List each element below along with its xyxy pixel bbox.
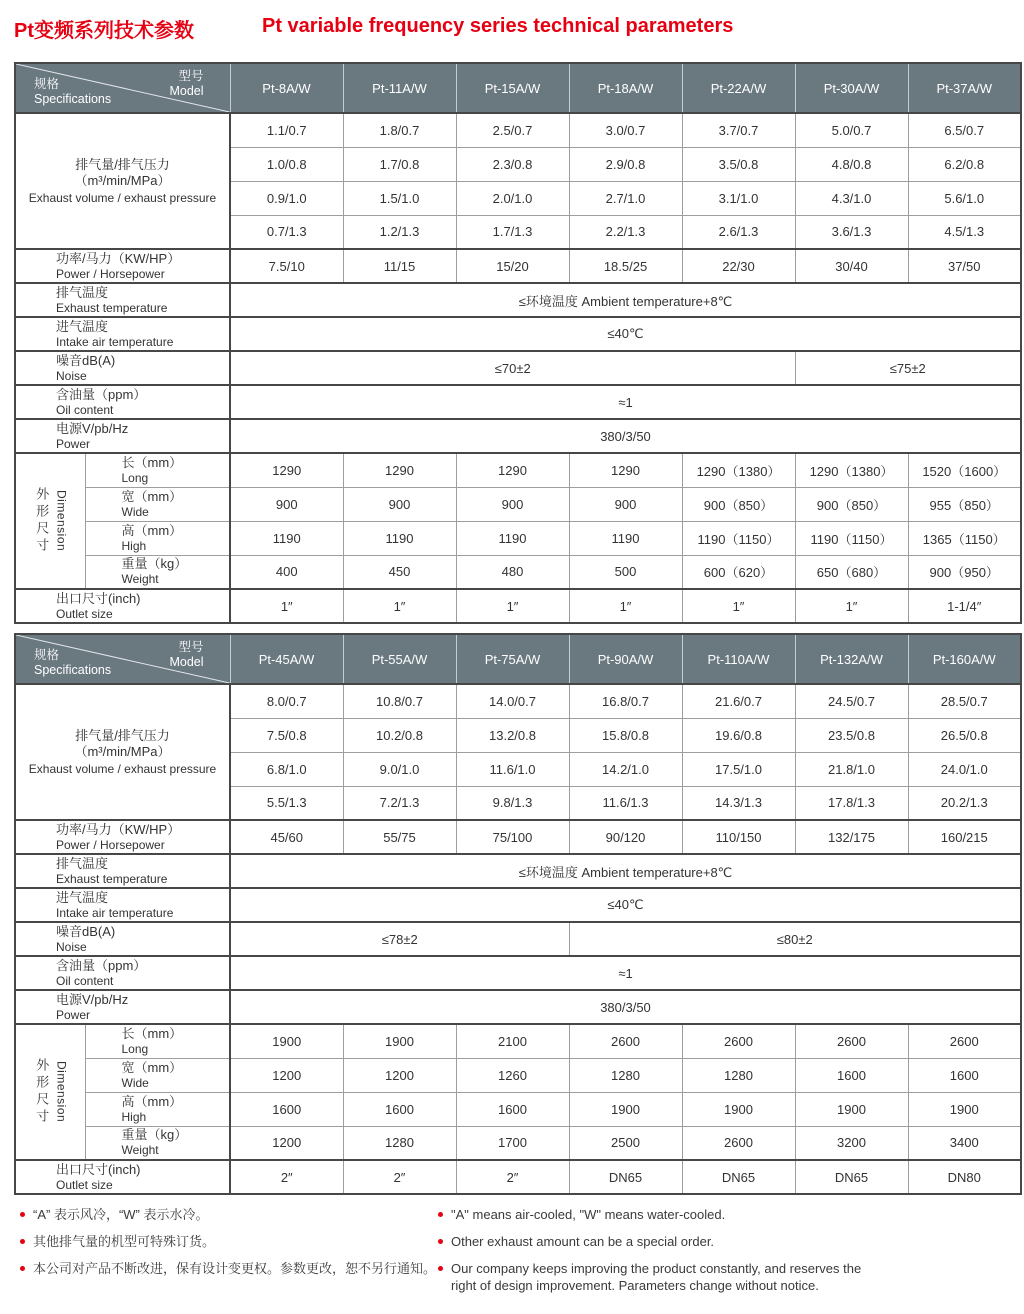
corner-spec-label: 规格 Specifications — [34, 648, 112, 677]
value-cell: 2″ — [230, 1160, 343, 1194]
spec-table-large-models — [14, 633, 1022, 1195]
value-cell: ≤78±2 — [230, 922, 569, 956]
table-row — [15, 283, 1021, 317]
footnote-item: “A” 表示风冷，“W” 表示水冷。 — [20, 1206, 438, 1223]
value-cell: 2600 — [682, 1024, 795, 1058]
table-row — [15, 854, 1021, 888]
value-cell: 2100 — [456, 1024, 569, 1058]
row-label-noise: 噪音dB(A) Noise — [15, 351, 230, 385]
value-cell: 1190（1150） — [795, 521, 908, 555]
value-cell: 500 — [569, 555, 682, 589]
value-cell: DN65 — [682, 1160, 795, 1194]
value-cell: 7.5/0.8 — [230, 718, 343, 752]
value-cell: 3.7/0.7 — [682, 113, 795, 147]
model-header-cell: Pt-11A/W — [343, 63, 456, 113]
value-cell: 1280 — [343, 1126, 456, 1160]
value-cell: 1.8/0.7 — [343, 113, 456, 147]
value-cell: 1200 — [230, 1126, 343, 1160]
value-cell: 3.0/0.7 — [569, 113, 682, 147]
corner-header-cell — [15, 63, 230, 113]
value-cell: 1290 — [343, 453, 456, 487]
value-cell: 4.5/1.3 — [908, 215, 1021, 249]
value-cell: 1900 — [230, 1024, 343, 1058]
value-cell: 2″ — [343, 1160, 456, 1194]
value-cell: 24.5/0.7 — [795, 684, 908, 718]
row-label-oil-content: 含油量（ppm） Oil content — [15, 385, 230, 419]
value-cell: 1900 — [343, 1024, 456, 1058]
value-cell: 90/120 — [569, 820, 682, 854]
value-cell: 37/50 — [908, 249, 1021, 283]
value-cell: 4.8/0.8 — [795, 147, 908, 181]
value-cell: 380/3/50 — [230, 990, 1021, 1024]
value-cell: 1280 — [569, 1058, 682, 1092]
value-cell: 5.6/1.0 — [908, 181, 1021, 215]
corner-header-cell — [15, 634, 230, 684]
value-cell: 26.5/0.8 — [908, 718, 1021, 752]
value-cell: 1900 — [908, 1092, 1021, 1126]
value-cell: ≈1 — [230, 385, 1021, 419]
value-cell: 6.2/0.8 — [908, 147, 1021, 181]
value-cell: 900（850） — [682, 487, 795, 521]
value-cell: 450 — [343, 555, 456, 589]
bullet-icon — [438, 1239, 443, 1244]
value-cell: 480 — [456, 555, 569, 589]
footnotes — [20, 1206, 890, 1304]
value-cell: 16.8/0.7 — [569, 684, 682, 718]
value-cell: 1190 — [456, 521, 569, 555]
value-cell: 21.8/1.0 — [795, 752, 908, 786]
value-cell: 1600 — [230, 1092, 343, 1126]
value-cell: ≤70±2 — [230, 351, 795, 385]
value-cell: 1.5/1.0 — [343, 181, 456, 215]
table-row — [15, 1126, 1021, 1160]
value-cell: 28.5/0.7 — [908, 684, 1021, 718]
value-cell: ≤环境温度 Ambient temperature+8℃ — [230, 854, 1021, 888]
corner-spec-label: 规格 Specifications — [34, 77, 112, 106]
value-cell: 1.1/0.7 — [230, 113, 343, 147]
value-cell: 10.2/0.8 — [343, 718, 456, 752]
value-cell: 650（680） — [795, 555, 908, 589]
value-cell: 11.6/1.3 — [569, 786, 682, 820]
value-cell: 1290（1380） — [795, 453, 908, 487]
value-cell: 9.0/1.0 — [343, 752, 456, 786]
model-header-cell: Pt-110A/W — [682, 634, 795, 684]
value-cell: DN80 — [908, 1160, 1021, 1194]
table-row — [15, 555, 1021, 589]
value-cell: 45/60 — [230, 820, 343, 854]
table-row — [15, 990, 1021, 1024]
table-row — [15, 487, 1021, 521]
value-cell: 900 — [456, 487, 569, 521]
bullet-icon — [438, 1212, 443, 1217]
value-cell: 1200 — [230, 1058, 343, 1092]
value-cell: 1200 — [343, 1058, 456, 1092]
footnote-item: 其他排气量的机型可特殊订货。 — [20, 1233, 438, 1250]
row-label-intake-temperature: 进气温度 Intake air temperature — [15, 888, 230, 922]
row-label-power-horsepower: 功率/马力（KW/HP） Power / Horsepower — [15, 820, 230, 854]
row-label-exhaust-volume: 排气量/排气压力 （m³/min/MPa） Exhaust volume / exhaust pressure — [15, 113, 230, 249]
model-header-cell: Pt-18A/W — [569, 63, 682, 113]
value-cell: 1″ — [795, 589, 908, 623]
footnotes-chinese — [20, 1206, 438, 1304]
value-cell: 1190 — [230, 521, 343, 555]
row-label-exhaust-volume: 排气量/排气压力 （m³/min/MPa） Exhaust volume / exhaust pressure — [15, 684, 230, 820]
row-label-exhaust-temperature: 排气温度 Exhaust temperature — [15, 283, 230, 317]
model-header-cell: Pt-90A/W — [569, 634, 682, 684]
value-cell: 17.8/1.3 — [795, 786, 908, 820]
table-row — [15, 888, 1021, 922]
value-cell: DN65 — [795, 1160, 908, 1194]
value-cell: 0.9/1.0 — [230, 181, 343, 215]
value-cell: 1290（1380） — [682, 453, 795, 487]
value-cell: 1900 — [795, 1092, 908, 1126]
value-cell: 600（620） — [682, 555, 795, 589]
value-cell: 900（950） — [908, 555, 1021, 589]
bullet-icon — [438, 1266, 443, 1271]
bullet-icon — [20, 1239, 25, 1244]
value-cell: 1190（1150） — [682, 521, 795, 555]
value-cell: 1900 — [682, 1092, 795, 1126]
value-cell: 7.2/1.3 — [343, 786, 456, 820]
row-label-long: 长（mm） Long — [85, 1024, 230, 1058]
value-cell: 3.6/1.3 — [795, 215, 908, 249]
value-cell: 900（850） — [795, 487, 908, 521]
bullet-icon — [20, 1212, 25, 1217]
row-label-weight: 重量（kg） Weight — [85, 555, 230, 589]
value-cell: 23.5/0.8 — [795, 718, 908, 752]
value-cell: 21.6/0.7 — [682, 684, 795, 718]
value-cell: 1.7/0.8 — [343, 147, 456, 181]
value-cell: 110/150 — [682, 820, 795, 854]
value-cell: 2.3/0.8 — [456, 147, 569, 181]
value-cell: 2600 — [908, 1024, 1021, 1058]
table-row — [15, 419, 1021, 453]
value-cell: 900 — [230, 487, 343, 521]
value-cell: 2.0/1.0 — [456, 181, 569, 215]
value-cell: 30/40 — [795, 249, 908, 283]
value-cell: 6.8/1.0 — [230, 752, 343, 786]
value-cell: 14.2/1.0 — [569, 752, 682, 786]
value-cell: 1290 — [569, 453, 682, 487]
value-cell: 1600 — [456, 1092, 569, 1126]
value-cell: 2600 — [795, 1024, 908, 1058]
value-cell: ≤80±2 — [569, 922, 1021, 956]
model-header-cell: Pt-15A/W — [456, 63, 569, 113]
model-header-cell: Pt-8A/W — [230, 63, 343, 113]
value-cell: 0.7/1.3 — [230, 215, 343, 249]
value-cell: ≈1 — [230, 956, 1021, 990]
value-cell: 75/100 — [456, 820, 569, 854]
row-label-wide: 宽（mm） Wide — [85, 1058, 230, 1092]
value-cell: 1.7/1.3 — [456, 215, 569, 249]
value-cell: 18.5/25 — [569, 249, 682, 283]
value-cell: ≤75±2 — [795, 351, 1021, 385]
value-cell: 955（850） — [908, 487, 1021, 521]
footnote-item: Our company keeps improving the product constantly, and reserves the right of design improvement. Parameters change without notice. — [438, 1260, 890, 1294]
spec-table-small-models — [14, 62, 1022, 624]
row-label-long: 长（mm） Long — [85, 453, 230, 487]
model-header-cell: Pt-55A/W — [343, 634, 456, 684]
row-label-weight: 重量（kg） Weight — [85, 1126, 230, 1160]
value-cell: 3.5/0.8 — [682, 147, 795, 181]
value-cell: 1190 — [569, 521, 682, 555]
value-cell: 20.2/1.3 — [908, 786, 1021, 820]
value-cell: 2.2/1.3 — [569, 215, 682, 249]
value-cell: 2.6/1.3 — [682, 215, 795, 249]
page-title-chinese: Pt变频系列技术参数 — [14, 20, 194, 42]
value-cell: 9.8/1.3 — [456, 786, 569, 820]
value-cell: 1600 — [795, 1058, 908, 1092]
table-row — [15, 453, 1021, 487]
row-label-outlet-size: 出口尺寸(inch) Outlet size — [15, 589, 230, 623]
value-cell: 1″ — [230, 589, 343, 623]
model-header-cell: Pt-37A/W — [908, 63, 1021, 113]
value-cell: 10.8/0.7 — [343, 684, 456, 718]
value-cell: 900 — [569, 487, 682, 521]
value-cell: 1260 — [456, 1058, 569, 1092]
bullet-icon — [20, 1266, 25, 1271]
value-cell: 2″ — [456, 1160, 569, 1194]
value-cell: 1600 — [908, 1058, 1021, 1092]
corner-model-label: 型号 Model — [169, 640, 204, 669]
value-cell: ≤40℃ — [230, 888, 1021, 922]
row-label-outlet-size: 出口尺寸(inch) Outlet size — [15, 1160, 230, 1194]
value-cell: 7.5/10 — [230, 249, 343, 283]
model-header-cell: Pt-22A/W — [682, 63, 795, 113]
footnotes-english — [438, 1206, 890, 1304]
value-cell: 14.3/1.3 — [682, 786, 795, 820]
value-cell: 2.7/1.0 — [569, 181, 682, 215]
table-row — [15, 820, 1021, 854]
value-cell: 24.0/1.0 — [908, 752, 1021, 786]
value-cell: 1290 — [230, 453, 343, 487]
value-cell: 3200 — [795, 1126, 908, 1160]
value-cell: 1″ — [569, 589, 682, 623]
value-cell: 5.5/1.3 — [230, 786, 343, 820]
table-row — [15, 351, 1021, 385]
value-cell: 400 — [230, 555, 343, 589]
value-cell: 8.0/0.7 — [230, 684, 343, 718]
value-cell: 14.0/0.7 — [456, 684, 569, 718]
value-cell: 1″ — [682, 589, 795, 623]
value-cell: 900 — [343, 487, 456, 521]
table-row — [15, 63, 1021, 113]
row-label-exhaust-temperature: 排气温度 Exhaust temperature — [15, 854, 230, 888]
value-cell: 4.3/1.0 — [795, 181, 908, 215]
row-label-noise: 噪音dB(A) Noise — [15, 922, 230, 956]
value-cell: 2.5/0.7 — [456, 113, 569, 147]
value-cell: 3.1/1.0 — [682, 181, 795, 215]
table-row — [15, 385, 1021, 419]
value-cell: 2500 — [569, 1126, 682, 1160]
table-row — [15, 249, 1021, 283]
row-label-dimension: 外形尺寸 Dimension — [15, 1024, 85, 1160]
row-label-high: 高（mm） High — [85, 521, 230, 555]
model-header-cell: Pt-160A/W — [908, 634, 1021, 684]
value-cell: 1700 — [456, 1126, 569, 1160]
model-header-cell: Pt-75A/W — [456, 634, 569, 684]
row-label-oil-content: 含油量（ppm） Oil content — [15, 956, 230, 990]
value-cell: 6.5/0.7 — [908, 113, 1021, 147]
value-cell: DN65 — [569, 1160, 682, 1194]
value-cell: 2600 — [569, 1024, 682, 1058]
footnote-item: Other exhaust amount can be a special order. — [438, 1233, 890, 1250]
row-label-intake-temperature: 进气温度 Intake air temperature — [15, 317, 230, 351]
value-cell: 22/30 — [682, 249, 795, 283]
value-cell: 1290 — [456, 453, 569, 487]
value-cell: 1″ — [456, 589, 569, 623]
value-cell: 17.5/1.0 — [682, 752, 795, 786]
value-cell: 160/215 — [908, 820, 1021, 854]
table-row — [15, 1024, 1021, 1058]
value-cell: 2600 — [682, 1126, 795, 1160]
value-cell: 1″ — [343, 589, 456, 623]
value-cell: 1600 — [343, 1092, 456, 1126]
model-header-cell: Pt-45A/W — [230, 634, 343, 684]
value-cell: 13.2/0.8 — [456, 718, 569, 752]
row-label-power-horsepower: 功率/马力（KW/HP） Power / Horsepower — [15, 249, 230, 283]
footnote-item: 本公司对产品不断改进，保有设计变更权。参数更改，恕不另行通知。 — [20, 1260, 438, 1277]
page-title-english: Pt variable frequency series technical parameters — [262, 15, 734, 37]
row-label-high: 高（mm） High — [85, 1092, 230, 1126]
value-cell: 5.0/0.7 — [795, 113, 908, 147]
table-row — [15, 956, 1021, 990]
table-row — [15, 922, 1021, 956]
footnote-item: "A" means air-cooled, "W" means water-cooled. — [438, 1206, 890, 1223]
table-row — [15, 1092, 1021, 1126]
corner-model-label: 型号 Model — [169, 69, 204, 98]
table-row — [15, 634, 1021, 684]
model-header-cell: Pt-132A/W — [795, 634, 908, 684]
value-cell: 15/20 — [456, 249, 569, 283]
table-row — [15, 1160, 1021, 1194]
value-cell: ≤环境温度 Ambient temperature+8℃ — [230, 283, 1021, 317]
value-cell: 380/3/50 — [230, 419, 1021, 453]
value-cell: 132/175 — [795, 820, 908, 854]
row-label-power-supply: 电源V/pb/Hz Power — [15, 419, 230, 453]
table-row — [15, 589, 1021, 623]
table-row — [15, 684, 1021, 718]
value-cell: 1190 — [343, 521, 456, 555]
model-header-cell: Pt-30A/W — [795, 63, 908, 113]
table-row — [15, 1058, 1021, 1092]
row-label-wide: 宽（mm） Wide — [85, 487, 230, 521]
value-cell: 19.6/0.8 — [682, 718, 795, 752]
value-cell: 1.0/0.8 — [230, 147, 343, 181]
value-cell: 15.8/0.8 — [569, 718, 682, 752]
value-cell: 2.9/0.8 — [569, 147, 682, 181]
value-cell: 55/75 — [343, 820, 456, 854]
value-cell: 1365（1150） — [908, 521, 1021, 555]
value-cell: 11/15 — [343, 249, 456, 283]
table-row — [15, 521, 1021, 555]
row-label-power-supply: 电源V/pb/Hz Power — [15, 990, 230, 1024]
table-row — [15, 113, 1021, 147]
value-cell: 3400 — [908, 1126, 1021, 1160]
value-cell: 1-1/4″ — [908, 589, 1021, 623]
value-cell: 11.6/1.0 — [456, 752, 569, 786]
value-cell: ≤40℃ — [230, 317, 1021, 351]
value-cell: 1280 — [682, 1058, 795, 1092]
value-cell: 1900 — [569, 1092, 682, 1126]
table-row — [15, 317, 1021, 351]
row-label-dimension: 外形尺寸 Dimension — [15, 453, 85, 589]
value-cell: 1520（1600） — [908, 453, 1021, 487]
value-cell: 1.2/1.3 — [343, 215, 456, 249]
